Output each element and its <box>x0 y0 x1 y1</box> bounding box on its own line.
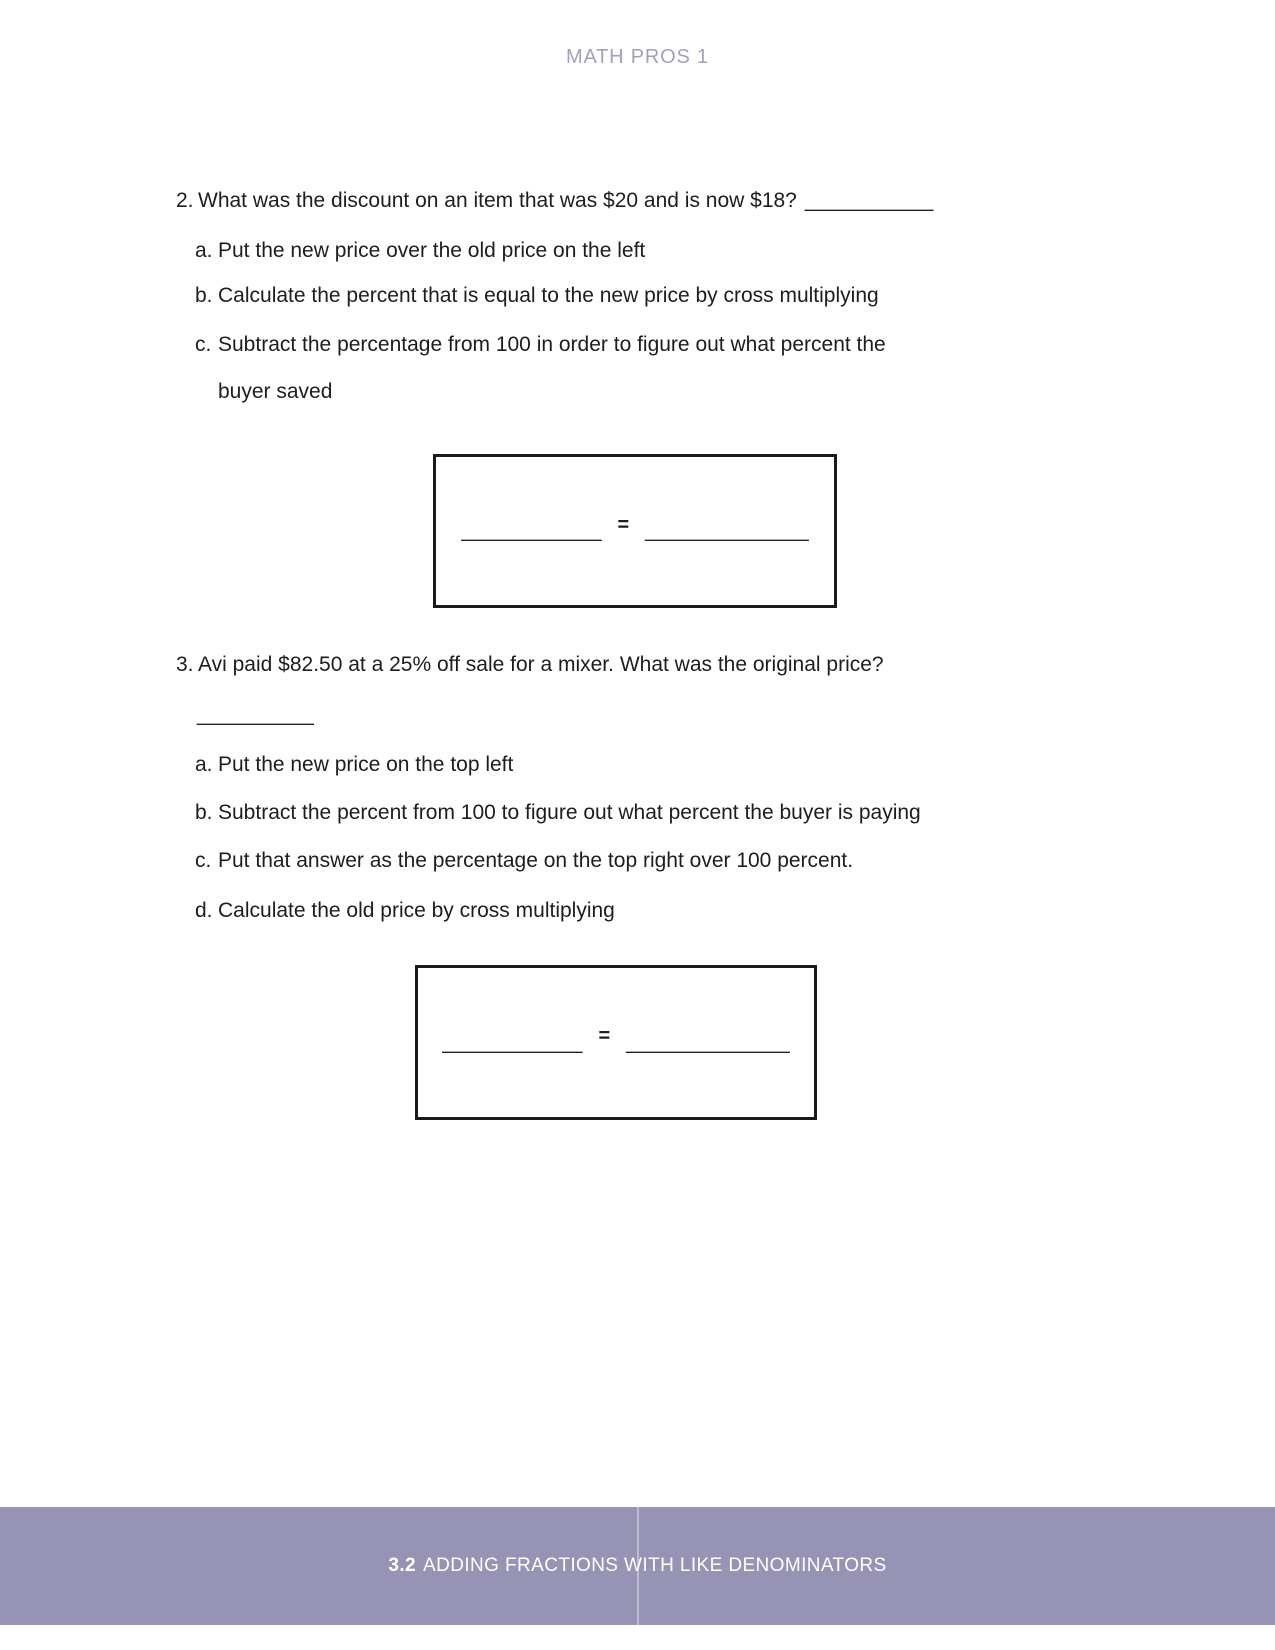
question-2-step-a <box>195 237 645 265</box>
question-2-step-c-letter: c. <box>195 333 212 356</box>
question-3-step-b-text: Subtract the percent from 100 to figure out what percent the buyer is paying <box>218 801 921 824</box>
question-2-step-a-text: Put the new price over the old price on the left <box>218 239 646 262</box>
question-3-step-d <box>195 897 615 925</box>
question-3-step-c-text: Put that answer as the percentage on the top right over 100 percent. <box>218 849 854 872</box>
question-3-step-d-text: Calculate the old price by cross multiplying <box>218 899 615 922</box>
page-header-title: MATH PROS 1 <box>566 46 709 68</box>
equation-box-1-left-blank: ____________ <box>461 519 602 542</box>
footer-section-number: 3.2 <box>388 1555 417 1576</box>
question-3-number: 3. <box>176 653 194 676</box>
question-3-step-c <box>195 847 853 875</box>
footer-band <box>0 1507 1275 1625</box>
question-3 <box>176 651 884 679</box>
footer-text <box>388 1555 886 1577</box>
question-2-step-b-letter: b. <box>195 284 213 307</box>
equation-box-1-right-blank: ______________ <box>645 519 809 542</box>
question-3-step-c-letter: c. <box>195 849 212 872</box>
question-2-step-b-text: Calculate the percent that is equal to the new price by cross multiplying <box>218 284 879 307</box>
equation-box-2-equals-sign: = <box>598 1025 611 1047</box>
question-3-step-b-letter: b. <box>195 801 213 824</box>
equation-box-1-equals-sign: = <box>617 513 630 536</box>
question-2-number: 2. <box>176 189 194 212</box>
footer-section-title: ADDING FRACTIONS WITH LIKE DENOMINATORS <box>423 1555 887 1576</box>
question-3-step-a-letter: a. <box>195 753 213 776</box>
equation-box-2-left-blank: ____________ <box>442 1030 583 1054</box>
question-3-step-a-text: Put the new price on the top left <box>218 753 514 776</box>
question-2-step-c <box>195 321 918 415</box>
question-2-step-a-letter: a. <box>195 239 213 262</box>
question-3-step-a <box>195 751 513 779</box>
question-3-step-b <box>195 799 921 827</box>
equation-box-1 <box>433 454 837 608</box>
question-2-text: What was the discount on an item that was $20 and is now $18? <box>198 189 797 212</box>
question-2-answer-blank: ___________ <box>804 189 934 212</box>
equation-box-2-right-blank: ______________ <box>626 1030 790 1054</box>
question-3-step-d-letter: d. <box>195 899 213 922</box>
question-3-text: Avi paid $82.50 at a 25% off sale for a mixer. What was the original price? <box>198 653 884 676</box>
equation-box-2 <box>415 965 817 1120</box>
question-2-step-b <box>195 282 879 310</box>
question-2 <box>176 187 933 215</box>
question-2-step-c-text: Subtract the percentage from 100 in order to figure out what percent the buyer saved <box>218 333 886 403</box>
question-3-answer-blank: __________ <box>197 703 314 726</box>
